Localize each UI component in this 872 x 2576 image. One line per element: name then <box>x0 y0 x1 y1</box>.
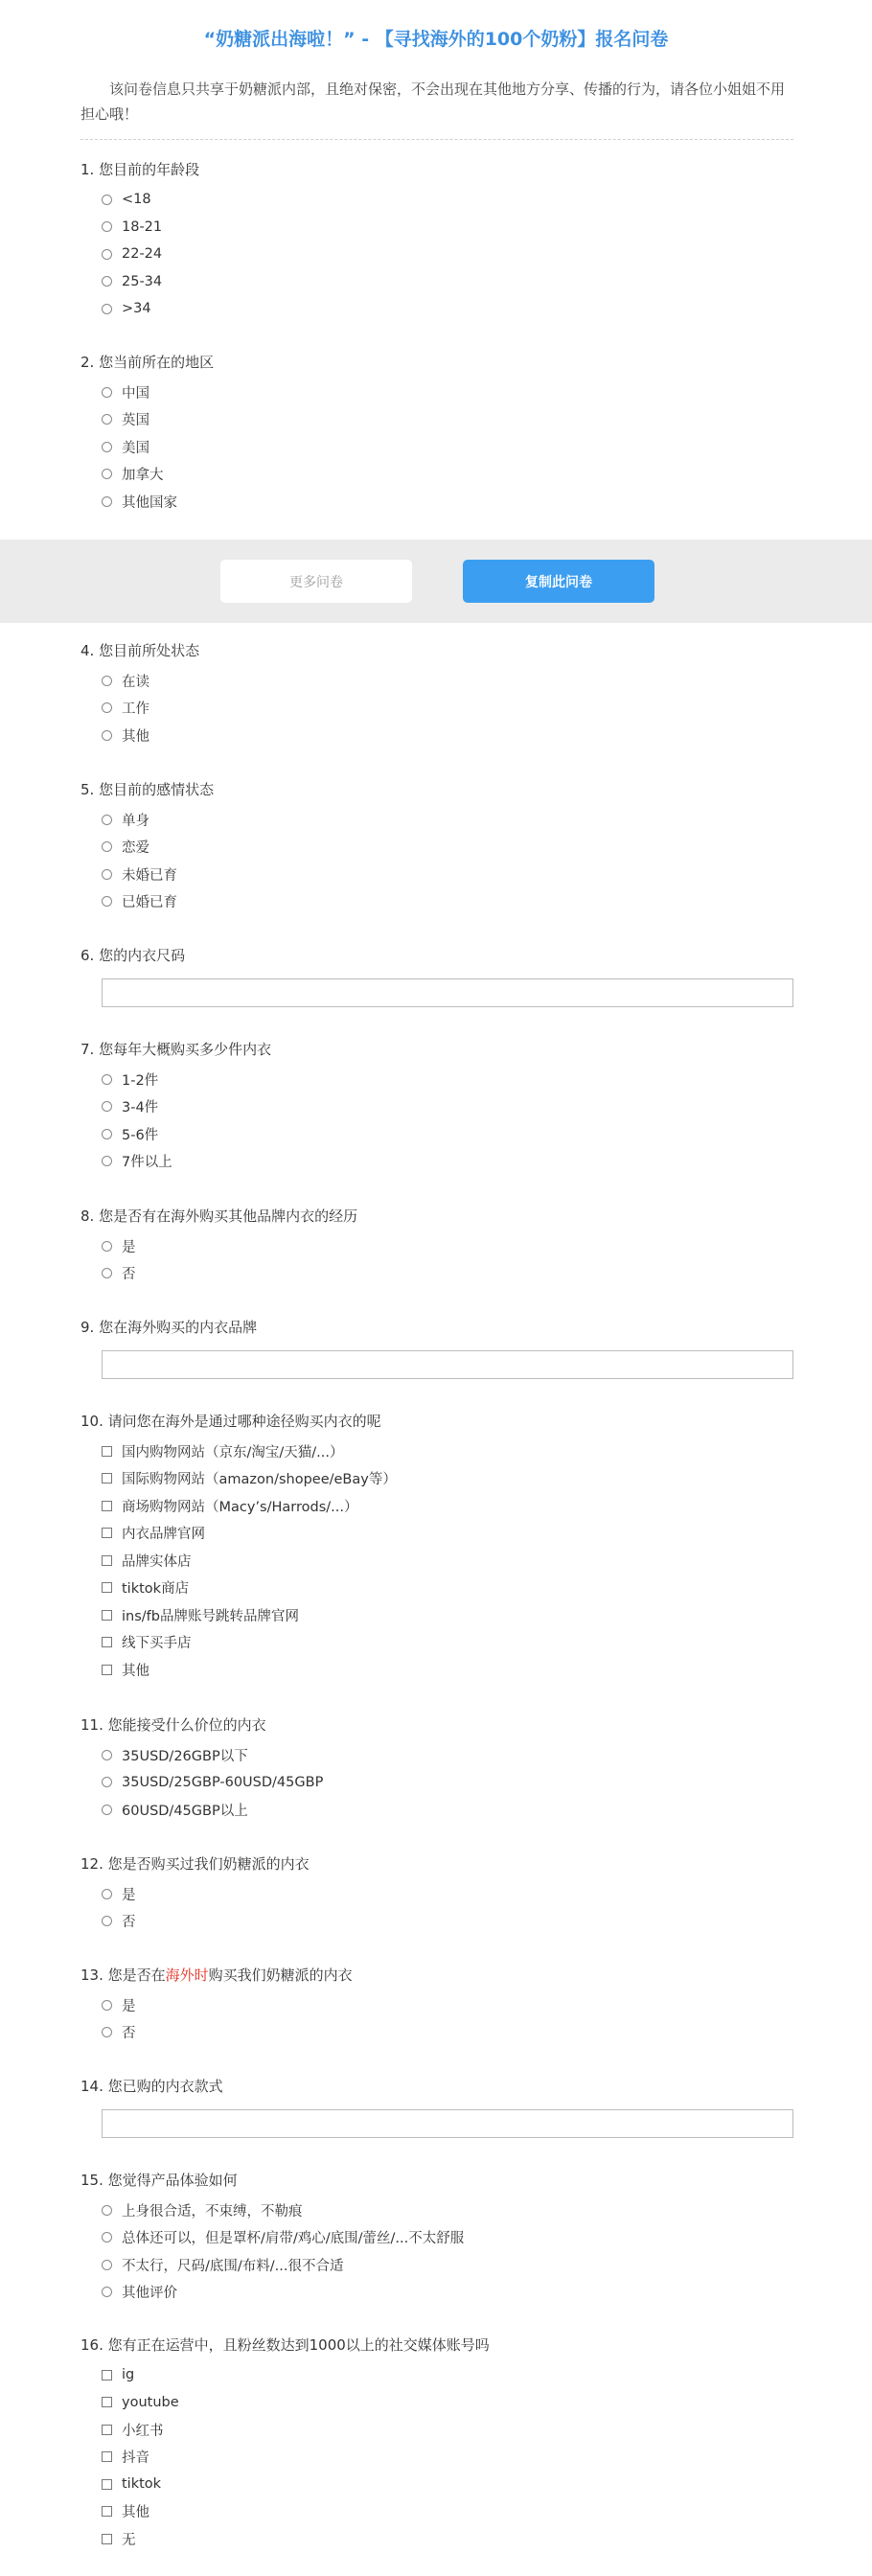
radio-option[interactable] <box>80 1741 793 1769</box>
checkbox-icon[interactable] <box>102 1665 112 1675</box>
option-label: 其他 <box>122 2505 149 2521</box>
radio-option[interactable] <box>80 268 793 296</box>
radio-icon[interactable] <box>102 1101 112 1112</box>
option-label: 美国 <box>122 440 149 456</box>
radio-option[interactable] <box>80 667 793 695</box>
radio-icon[interactable] <box>102 469 112 479</box>
radio-option[interactable] <box>80 461 793 489</box>
radio-icon[interactable] <box>102 1889 112 1899</box>
radio-icon[interactable] <box>102 442 112 452</box>
radio-option[interactable] <box>80 379 793 406</box>
option-label: 否 <box>122 2026 136 2042</box>
radio-option[interactable] <box>80 406 793 434</box>
question-4 <box>80 640 793 749</box>
option-label: 抖音 <box>122 2450 149 2467</box>
question-title: 7. 您每年大概购买多少件内衣 <box>80 1041 272 1058</box>
option-label: tiktok商店 <box>122 1581 190 1598</box>
radio-icon[interactable] <box>102 1750 112 1760</box>
checkbox-option[interactable] <box>80 2389 793 2417</box>
radio-option[interactable] <box>80 722 793 749</box>
radio-icon[interactable] <box>102 2287 112 2297</box>
radio-option[interactable] <box>80 488 793 516</box>
checkbox-option[interactable] <box>80 1520 793 1548</box>
checkbox-icon[interactable] <box>102 2397 112 2407</box>
radio-option[interactable] <box>80 2019 793 2047</box>
checkbox-icon[interactable] <box>102 1501 112 1511</box>
radio-icon[interactable] <box>102 869 112 880</box>
option-label: ins/fb品牌账号跳转品牌官网 <box>122 1608 299 1624</box>
question-15 <box>80 2170 793 2306</box>
radio-icon[interactable] <box>102 676 112 686</box>
question-title: 5. 您目前的感情状态 <box>80 781 215 798</box>
option-label: 工作 <box>122 702 149 718</box>
option-label: 单身 <box>122 813 149 829</box>
survey-intro: 该问卷信息只共享于奶糖派内部，且绝对保密，不会出现在其他地方分享、传播的行为，请各位小姐姐不用担心哦！ <box>80 80 786 123</box>
radio-option[interactable] <box>80 2196 793 2224</box>
option-label: 加拿大 <box>122 468 164 484</box>
option-label: 无 <box>122 2532 136 2548</box>
checkbox-option[interactable] <box>80 1656 793 1684</box>
radio-icon[interactable] <box>102 841 112 852</box>
checkbox-option[interactable] <box>80 1575 793 1602</box>
option-label: 其他评价 <box>122 2286 177 2302</box>
radio-option[interactable] <box>80 214 793 242</box>
more-surveys-button[interactable]: 更多问卷 <box>220 560 412 603</box>
radio-option[interactable] <box>80 1120 793 1148</box>
option-label: tiktok <box>122 2476 162 2493</box>
question-title: 14. 您已购的内衣款式 <box>80 2078 223 2095</box>
question-5 <box>80 779 793 915</box>
question-title: 10. 请问您在海外是通过哪种途径购买内衣的呢 <box>80 1413 381 1430</box>
radio-option[interactable] <box>80 1066 793 1093</box>
option-label: 18-21 <box>122 218 163 235</box>
checkbox-icon[interactable] <box>102 2370 112 2380</box>
option-label: 品牌实体店 <box>122 1553 192 1570</box>
option-label: 中国 <box>122 385 149 402</box>
radio-option[interactable] <box>80 1796 793 1824</box>
action-bar <box>0 540 872 623</box>
checkbox-option[interactable] <box>80 2525 793 2553</box>
question-title-post: 购买我们奶糖派的内衣 <box>208 1966 353 1984</box>
question-title: 11. 您能接受什么价位的内衣 <box>80 1716 266 1734</box>
radio-icon[interactable] <box>102 2232 112 2242</box>
checkbox-icon[interactable] <box>102 1555 112 1566</box>
option-label: 60USD/45GBP以上 <box>122 1803 248 1819</box>
checkbox-icon[interactable] <box>102 1610 112 1621</box>
question-12 <box>80 1853 793 1935</box>
radio-icon[interactable] <box>102 387 112 398</box>
radio-icon[interactable] <box>102 896 112 907</box>
radio-option[interactable] <box>80 1232 793 1260</box>
option-label: 其他 <box>122 728 149 745</box>
question-title: 2. 您当前所在的地区 <box>80 354 215 371</box>
option-label: 不太行，尺码/底围/布料/...很不合适 <box>122 2258 344 2274</box>
radio-icon[interactable] <box>102 702 112 713</box>
radio-option[interactable] <box>80 861 793 888</box>
checkbox-option[interactable] <box>80 2416 793 2444</box>
radio-icon[interactable] <box>102 815 112 825</box>
radio-option[interactable] <box>80 2251 793 2279</box>
question-11 <box>80 1714 793 1824</box>
option-label: <18 <box>122 192 151 208</box>
question-title: 8. 您是否有在海外购买其他品牌内衣的经历 <box>80 1208 358 1225</box>
radio-option[interactable] <box>80 433 793 461</box>
radio-option[interactable] <box>80 888 793 916</box>
radio-icon[interactable] <box>102 1241 112 1252</box>
question-7 <box>80 1039 793 1175</box>
radio-icon[interactable] <box>102 2000 112 2011</box>
checkbox-icon[interactable] <box>102 2451 112 2462</box>
question-16 <box>80 2334 793 2553</box>
radio-option[interactable] <box>80 2224 793 2252</box>
option-label: 其他 <box>122 1663 149 1679</box>
radio-option[interactable] <box>80 1148 793 1176</box>
radio-option[interactable] <box>80 241 793 268</box>
option-label: 是 <box>122 1887 136 1903</box>
radio-icon[interactable] <box>102 1916 112 1926</box>
radio-option[interactable] <box>80 1991 793 2019</box>
question-title: 1. 您目前的年龄段 <box>80 161 200 178</box>
question-title <box>80 1965 793 1986</box>
option-label: 小红书 <box>122 2423 164 2439</box>
question-2 <box>80 352 793 516</box>
option-label: 在读 <box>122 674 149 690</box>
option-label: 25-34 <box>122 273 163 289</box>
checkbox-option[interactable] <box>80 1629 793 1657</box>
checkbox-option[interactable] <box>80 2498 793 2526</box>
option-label: 35USD/26GBP以下 <box>122 1748 248 1764</box>
checkbox-option[interactable] <box>80 1547 793 1575</box>
option-label: 否 <box>122 1267 136 1283</box>
option-label: 否 <box>122 1915 136 1931</box>
radio-icon[interactable] <box>102 249 112 260</box>
option-label: 是 <box>122 1998 136 2014</box>
option-label: 7件以上 <box>122 1155 172 1171</box>
question-13 <box>80 1965 793 2046</box>
radio-icon[interactable] <box>102 414 112 425</box>
question-1 <box>80 159 793 323</box>
radio-icon[interactable] <box>102 1074 112 1085</box>
option-label: youtube <box>122 2394 179 2410</box>
option-label: 其他国家 <box>122 494 177 511</box>
radio-icon[interactable] <box>102 221 112 232</box>
radio-option[interactable] <box>80 695 793 723</box>
radio-icon[interactable] <box>102 1268 112 1278</box>
radio-icon[interactable] <box>102 1777 112 1787</box>
radio-option[interactable] <box>80 1908 793 1936</box>
radio-icon[interactable] <box>102 1129 112 1139</box>
radio-option[interactable] <box>80 834 793 862</box>
option-label: 线下买手店 <box>122 1636 192 1652</box>
option-label: 35USD/25GBP-60USD/45GBP <box>122 1774 324 1790</box>
checkbox-icon[interactable] <box>102 1528 112 1538</box>
radio-icon[interactable] <box>102 304 112 314</box>
checkbox-option[interactable] <box>80 1438 793 1465</box>
radio-option[interactable] <box>80 806 793 834</box>
checkbox-option[interactable] <box>80 1492 793 1520</box>
checkbox-icon[interactable] <box>102 2425 112 2435</box>
option-label: 5-6件 <box>122 1127 159 1143</box>
option-label: 国内购物网站（京东/淘宝/天猫/...） <box>122 1444 344 1460</box>
radio-option[interactable] <box>80 295 793 323</box>
radio-icon[interactable] <box>102 276 112 287</box>
radio-icon[interactable] <box>102 730 112 741</box>
option-label: 已婚已育 <box>122 895 177 911</box>
radio-icon[interactable] <box>102 2205 112 2216</box>
option-label: 22-24 <box>122 246 163 263</box>
question-title: 12. 您是否购买过我们奶糖派的内衣 <box>80 1855 310 1873</box>
radio-icon[interactable] <box>102 195 112 205</box>
bra-size-input[interactable] <box>102 978 793 1007</box>
checkbox-icon[interactable] <box>102 1446 112 1457</box>
option-label: 3-4件 <box>122 1100 159 1116</box>
radio-option[interactable] <box>80 1093 793 1121</box>
radio-option[interactable] <box>80 1260 793 1288</box>
question-title: 15. 您觉得产品体验如何 <box>80 2172 238 2189</box>
checkbox-icon[interactable] <box>102 2506 112 2517</box>
radio-icon[interactable] <box>102 496 112 507</box>
radio-option[interactable] <box>80 2279 793 2307</box>
question-title: 16. 您有正在运营中，且粉丝数达到1000以上的社交媒体账号吗 <box>80 2336 490 2354</box>
checkbox-option[interactable] <box>80 1601 793 1629</box>
option-label: ig <box>122 2367 135 2383</box>
option-label: 总体还可以，但是罩杯/肩带/鸡心/底围/蕾丝/...不太舒服 <box>122 2231 465 2247</box>
question-title-highlight: 海外时 <box>165 1966 209 1984</box>
radio-icon[interactable] <box>102 2260 112 2270</box>
survey-title: “奶糖派出海啦！” - 【寻找海外的100个奶粉】报名问卷 <box>203 29 669 50</box>
option-label: 英国 <box>122 413 149 429</box>
purchased-style-input[interactable] <box>102 2109 793 2138</box>
option-label: 国际购物网站（amazon/shopee/eBay等） <box>122 1472 397 1488</box>
checkbox-option[interactable] <box>80 2361 793 2389</box>
checkbox-icon[interactable] <box>102 2479 112 2490</box>
radio-icon[interactable] <box>102 2027 112 2037</box>
radio-option[interactable] <box>80 1880 793 1908</box>
option-label: 是 <box>122 1239 136 1255</box>
radio-option[interactable] <box>80 1769 793 1797</box>
question-9 <box>80 1317 793 1384</box>
question-10 <box>80 1411 793 1684</box>
brand-input[interactable] <box>102 1350 793 1379</box>
checkbox-icon[interactable] <box>102 1582 112 1593</box>
radio-icon[interactable] <box>102 1156 112 1166</box>
checkbox-option[interactable] <box>80 2471 793 2498</box>
option-label: 恋爱 <box>122 840 149 857</box>
option-label: 商场购物网站（Macy’s/Harrods/...） <box>122 1499 358 1515</box>
option-label: 上身很合适，不束缚，不勒痕 <box>122 2203 303 2220</box>
option-label: 内衣品牌官网 <box>122 1527 205 1543</box>
checkbox-option[interactable] <box>80 1465 793 1493</box>
option-label: 1-2件 <box>122 1072 159 1089</box>
question-8 <box>80 1206 793 1287</box>
checkbox-icon[interactable] <box>102 1637 112 1647</box>
radio-option[interactable] <box>80 186 793 214</box>
question-6 <box>80 945 793 1012</box>
question-14 <box>80 2076 793 2143</box>
checkbox-icon[interactable] <box>102 1473 112 1484</box>
question-title-pre: 13. 您是否在 <box>80 1966 166 1984</box>
intro-divider <box>80 139 793 140</box>
option-label: >34 <box>122 301 151 317</box>
option-label: 未婚已育 <box>122 867 177 884</box>
checkbox-icon[interactable] <box>102 2534 112 2544</box>
question-title: 6. 您的内衣尺码 <box>80 947 186 964</box>
question-title: 9. 您在海外购买的内衣品牌 <box>80 1319 258 1336</box>
question-title: 4. 您目前所处状态 <box>80 642 200 659</box>
checkbox-option[interactable] <box>80 2444 793 2472</box>
copy-survey-button[interactable]: 复制此问卷 <box>463 560 654 603</box>
radio-icon[interactable] <box>102 1805 112 1815</box>
